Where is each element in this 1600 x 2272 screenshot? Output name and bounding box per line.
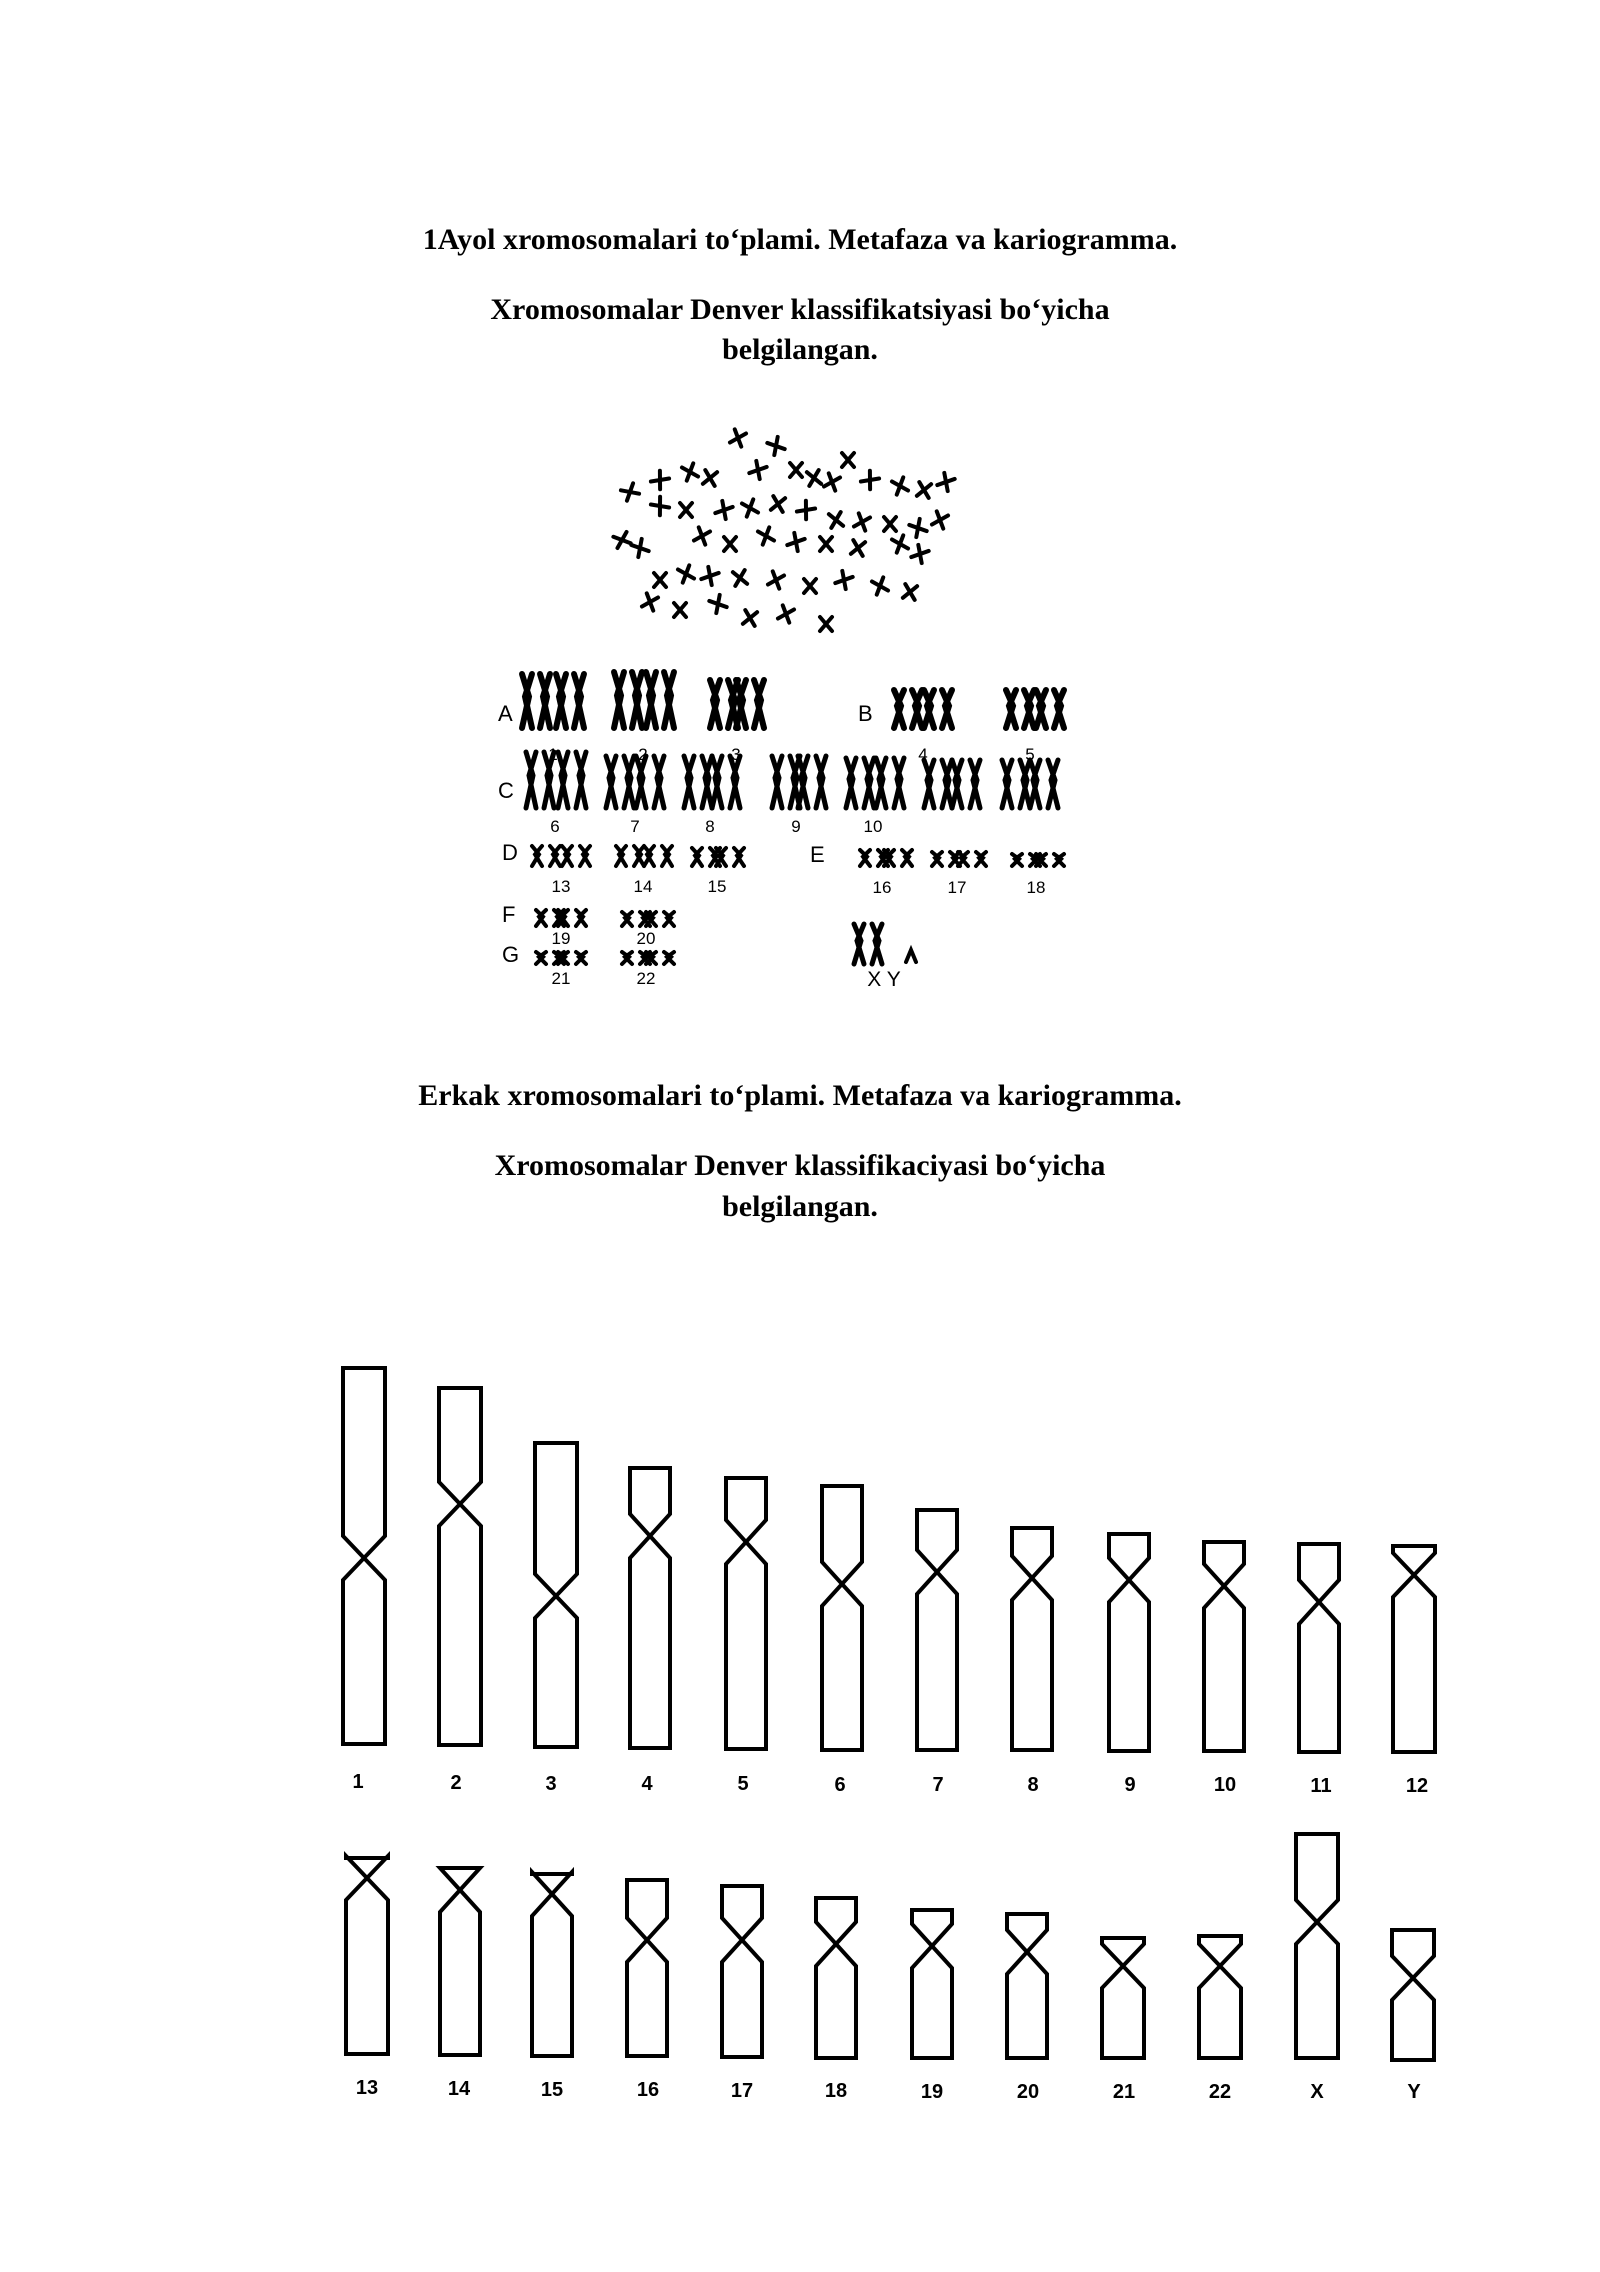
karyogram-chromosome	[902, 850, 912, 866]
karyogram-chromosome	[550, 846, 560, 866]
kary-number: 3	[731, 745, 741, 764]
metaphase-chromosome	[678, 565, 694, 582]
metaphase-chromosome	[730, 429, 746, 446]
metaphase-chromosome	[917, 482, 931, 498]
karyogram-chromosome	[1030, 760, 1040, 808]
karyogram-chromosome	[912, 690, 922, 728]
ideogram-label: 13	[355, 2077, 379, 2099]
karyogram-chromosome	[576, 910, 586, 926]
metaphase-chromosome	[807, 470, 821, 486]
metaphase-chromosome	[932, 511, 948, 528]
kary-number: 14	[633, 877, 653, 896]
karyogram-chromosome	[654, 756, 664, 808]
metaphase-chromosome	[872, 577, 888, 594]
karyogram-chromosome	[622, 952, 632, 964]
metaphase-chromosome	[680, 503, 692, 517]
chromosome-outline	[816, 1898, 856, 2058]
karyogram-chromosome	[884, 850, 894, 866]
ideogram-label: 4	[641, 1773, 653, 1795]
kary-number: 15	[707, 877, 727, 896]
group-letter-a: A	[498, 701, 513, 726]
karyogram-chromosome	[558, 752, 568, 808]
metaphase-chromosome	[884, 517, 896, 531]
metaphase-chromosome	[758, 527, 774, 544]
ideogram-label: 8	[1027, 1774, 1039, 1796]
chromosome-outline	[346, 1856, 388, 2054]
karyogram-chromosome	[976, 852, 986, 866]
metaphase-chromosome	[621, 483, 639, 500]
group-letter-e: E	[810, 842, 825, 867]
karyogram-chromosome	[1002, 760, 1012, 808]
metaphase-chromosome	[824, 473, 840, 490]
kary-number: 1	[548, 745, 558, 764]
ideogram-label: 3	[545, 1773, 557, 1795]
ideogram-label: 9	[1124, 1774, 1136, 1796]
metaphase-chromosome	[778, 605, 794, 622]
ideogram-label: 12	[1405, 1775, 1429, 1797]
metaphase-chromosome	[787, 533, 804, 551]
karyogram-chromosome	[692, 848, 702, 866]
ideogram-label: 18	[824, 2080, 848, 2102]
karyogram-chromosome	[872, 924, 882, 964]
chromosome-outline	[1299, 1544, 1339, 1752]
chromosome-outline	[1392, 1930, 1434, 2060]
metaphase-chromosome	[937, 473, 954, 491]
chromosome-outline	[912, 1910, 952, 2058]
ideogram-label: Y	[1407, 2081, 1421, 2103]
karyogram-chromosome	[634, 846, 644, 866]
metaphase-chromosome	[771, 496, 785, 512]
metaphase-chromosome	[674, 603, 686, 617]
chromosome-outline	[532, 1872, 572, 2056]
ideogram-label: 10	[1213, 1774, 1237, 1796]
metaphase-chromosome	[903, 584, 917, 600]
karyogram-chromosome	[684, 756, 694, 808]
metaphase-chromosome	[654, 573, 666, 587]
group-letter-d: D	[502, 840, 518, 865]
karyogram-chromosome	[970, 760, 980, 808]
kary-number: 10	[863, 817, 883, 836]
ideogram-label: 17	[730, 2080, 754, 2102]
karyogram-chromosome	[662, 846, 672, 866]
karyogram-chromosome	[958, 852, 968, 866]
metaphase-chromosome	[909, 519, 926, 537]
chromosome-outline	[917, 1510, 957, 1750]
kary-number: 7	[630, 817, 640, 836]
metaphase-chromosome	[709, 595, 726, 613]
metaphase-chromosome	[631, 539, 648, 557]
chromosome-outline	[440, 1868, 480, 2055]
karyogram-chromosome	[536, 952, 546, 964]
chromosome-outline	[439, 1388, 481, 1745]
chromosome-outline	[627, 1880, 667, 2056]
karyogram-chromosome	[854, 924, 864, 964]
metaphase-chromosome	[742, 499, 758, 516]
metaphase-chromosome	[790, 463, 802, 477]
karyogram-chromosome	[606, 756, 616, 808]
metaphase-chromosome	[651, 471, 669, 489]
ideogram-label: 20	[1016, 2081, 1040, 2103]
female-section-subtitle-line1: Xromosomalar Denver klassifikatsiyasi bo‘yicha	[490, 293, 1110, 326]
karyogram-chromosome	[924, 690, 934, 728]
chromosome-outline	[822, 1486, 862, 1750]
metaphase-chromosome	[682, 463, 698, 480]
karyogram-chromosome	[894, 758, 904, 808]
karyogram-chromosome	[1054, 854, 1064, 866]
karyogram-chromosome	[710, 680, 720, 728]
karyogram-chromosome	[772, 756, 782, 808]
karyogram-chromosome	[952, 760, 962, 808]
metaphase-chromosome	[651, 497, 669, 515]
female-section-subtitle-line2: belgilangan.	[722, 333, 878, 366]
kary-number: 19	[551, 929, 571, 948]
metaphase-chromosome	[854, 513, 870, 530]
karyogram-chromosome	[876, 758, 886, 808]
karyogram-chromosome	[624, 756, 634, 808]
karyogram-chromosome	[702, 756, 712, 808]
kary-number: 18	[1026, 878, 1046, 897]
metaphase-chromosome	[743, 610, 757, 626]
karyogram-chromosome	[860, 850, 870, 866]
female-karyogram	[480, 660, 1080, 1000]
karyogram-chromosome	[942, 760, 952, 808]
karyogram-chromosome	[1006, 690, 1016, 728]
karyogram-chromosome	[664, 672, 674, 728]
metaphase-chromosome	[829, 512, 843, 528]
metaphase-chromosome	[835, 571, 852, 589]
chromosome-outline	[722, 1886, 762, 2057]
metaphase-chromosome	[797, 501, 815, 519]
karyogram-chromosome	[532, 846, 542, 866]
karyogram-chromosome	[846, 758, 856, 808]
chromosome-outline	[1012, 1528, 1052, 1750]
chromosome-outline	[343, 1368, 385, 1744]
karyogram-chromosome	[894, 690, 904, 728]
metaphase-chromosome	[703, 470, 717, 486]
metaphase-chromosome	[724, 537, 736, 551]
kary-number: 4	[918, 745, 928, 764]
metaphase-chromosome	[820, 617, 832, 631]
kary-number: 5	[1025, 745, 1035, 764]
ideogram-label: 21	[1112, 2081, 1136, 2103]
karyogram-chromosome	[576, 952, 586, 964]
chromosome-outline	[1109, 1534, 1149, 1751]
kary-number: 6	[550, 817, 560, 836]
karyogram-chromosome	[816, 756, 826, 808]
ideogram-label: 1	[352, 1771, 364, 1793]
metaphase-chromosome	[820, 537, 832, 551]
kary-number: 13	[551, 877, 571, 896]
ideogram-label: X	[1310, 2081, 1324, 2103]
male-section-subtitle-line1: Xromosomalar Denver klassifikaciyasi bo‘yicha	[494, 1149, 1106, 1182]
male-section-subtitle-line2: belgilangan.	[722, 1190, 878, 1223]
ideogram-label: 14	[447, 2078, 471, 2100]
metaphase-chromosome	[861, 471, 879, 489]
metaphase-chromosome	[767, 437, 784, 455]
kary-number: 8	[705, 817, 715, 836]
karyogram-chromosome	[614, 672, 624, 728]
metaphase-chromosome	[694, 527, 710, 544]
metaphase-chromosome	[892, 477, 908, 494]
ideogram-label: 19	[920, 2081, 944, 2103]
karyogram-chromosome	[536, 910, 546, 926]
chromosome-outline	[726, 1478, 766, 1749]
kary-number: 20	[636, 929, 656, 948]
chromosome-outline	[1199, 1936, 1241, 2058]
chromosome-outline	[630, 1468, 670, 1748]
karyogram-chromosome	[736, 680, 746, 728]
metaphase-chromosome	[733, 570, 747, 586]
karyogram-chromosome	[932, 852, 942, 866]
metaphase-chromosome	[701, 567, 718, 585]
karyogram-chromosome	[644, 846, 654, 866]
male-ideogram	[300, 1340, 1480, 2140]
karyogram-chromosome	[798, 756, 808, 808]
karyogram-chromosome	[540, 674, 550, 728]
group-letter-b: B	[858, 701, 873, 726]
kary-number: 21	[551, 969, 571, 988]
karyogram-chromosome	[924, 760, 934, 808]
group-letter-g: G	[502, 942, 520, 967]
chromosome-outline	[1393, 1546, 1435, 1752]
karyogram-chromosome	[1012, 854, 1022, 866]
ideogram-label: 6	[834, 1774, 846, 1796]
ideogram-label: 2	[450, 1772, 462, 1794]
karyogram-chromosome	[864, 758, 874, 808]
karyogram-chromosome	[646, 672, 656, 728]
karyogram-chromosome	[1036, 690, 1046, 728]
karyogram-chromosome	[556, 674, 566, 728]
karyogram-chromosome	[734, 848, 744, 866]
ideogram-label: 11	[1310, 1775, 1332, 1797]
kary-number: 16	[872, 878, 892, 897]
karyogram-chromosome	[574, 674, 584, 728]
karyogram-chromosome	[646, 912, 656, 926]
karyogram-chromosome	[622, 912, 632, 926]
kary-number: 9	[791, 817, 801, 836]
karyogram-chromosome	[616, 846, 626, 866]
metaphase-chromosome	[715, 501, 732, 519]
chromosome-outline	[535, 1443, 577, 1747]
karyogram-chromosome	[712, 756, 722, 808]
metaphase-chromosome	[768, 571, 784, 588]
male-section-title: Erkak xromosomalari to‘plami. Metafaza va kariogramma.	[418, 1079, 1182, 1112]
sex-chromosome-label: X Y	[867, 968, 901, 991]
kary-number: 17	[947, 878, 967, 897]
karyogram-chromosome	[906, 950, 916, 962]
ideogram-label: 5	[737, 1773, 749, 1795]
metaphase-chromosome	[892, 535, 908, 552]
karyogram-chromosome	[664, 912, 674, 926]
karyogram-chromosome	[1020, 760, 1030, 808]
metaphase-chromosome	[804, 579, 816, 593]
metaphase-chromosome	[749, 461, 766, 479]
karyogram-chromosome	[1054, 690, 1064, 728]
karyogram-chromosome	[526, 752, 536, 808]
metaphase-spread-image	[600, 420, 1000, 640]
group-letter-f: F	[502, 902, 516, 927]
chromosome-outline	[1204, 1542, 1244, 1751]
metaphase-chromosome	[851, 540, 865, 556]
karyogram-chromosome	[576, 752, 586, 808]
ideogram-label: 22	[1208, 2081, 1232, 2103]
ideogram-label: 16	[636, 2079, 660, 2101]
metaphase-chromosome	[613, 532, 630, 548]
metaphase-chromosome	[842, 453, 854, 467]
group-letter-c: C	[498, 778, 514, 803]
chromosome-outline	[1007, 1914, 1047, 2058]
chromosome-outline	[1296, 1834, 1338, 2058]
ideogram-label: 15	[540, 2079, 564, 2101]
metaphase-chromosome	[911, 545, 928, 563]
karyogram-chromosome	[1048, 760, 1058, 808]
kary-number: 2	[638, 745, 648, 764]
karyogram-chromosome	[754, 680, 764, 728]
karyogram-chromosome	[632, 672, 642, 728]
karyogram-chromosome	[522, 674, 532, 728]
chromosome-outline	[1102, 1938, 1144, 2058]
karyogram-chromosome	[562, 846, 572, 866]
kary-number: 22	[636, 969, 656, 988]
karyogram-chromosome	[942, 690, 952, 728]
ideogram-label: 7	[932, 1774, 944, 1796]
female-section-title: 1Ayol xromosomalari to‘plami. Metafaza va kariogramma.	[422, 223, 1178, 256]
metaphase-chromosome	[642, 593, 658, 610]
karyogram-chromosome	[1024, 690, 1034, 728]
karyogram-chromosome	[664, 952, 674, 964]
karyogram-chromosome	[580, 846, 590, 866]
